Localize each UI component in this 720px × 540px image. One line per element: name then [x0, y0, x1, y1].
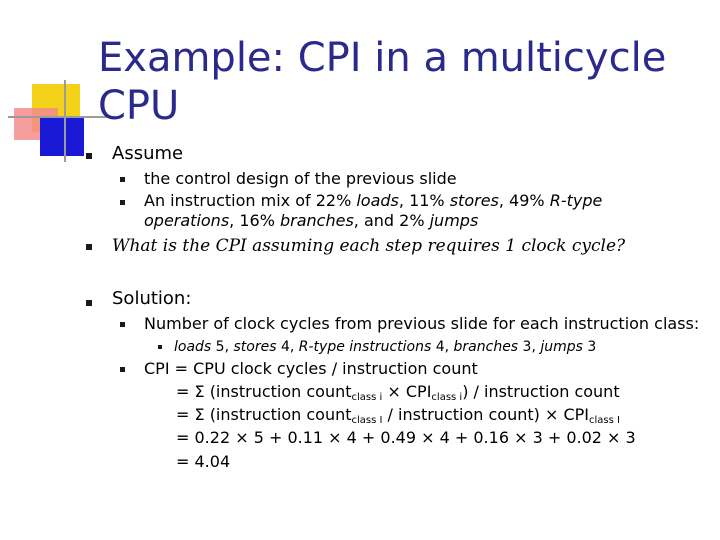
- detail-loads-val: 5,: [211, 339, 234, 355]
- detail-stores: stores: [233, 339, 277, 355]
- mix-text-2: , 11%: [398, 191, 450, 210]
- mix-text-3: , 49%: [498, 191, 550, 210]
- cpi-line-2-sub2: class i: [431, 392, 463, 403]
- cycle-counts: [174, 336, 596, 358]
- solution-label: Solution:: [112, 288, 192, 309]
- bullet-cpi: [120, 367, 125, 372]
- mix-operations: operations: [144, 211, 230, 230]
- detail-jumps: jumps: [540, 339, 583, 355]
- title-line-2: CPU: [98, 83, 180, 129]
- mix-branches: branches: [279, 211, 354, 230]
- detail-rtype-val: 4,: [431, 339, 454, 355]
- logo-horizontal-line: [8, 116, 108, 118]
- slide-title: [98, 34, 666, 130]
- cpi-line-2-b: × CPI: [382, 382, 432, 401]
- bullet-question: [86, 244, 92, 250]
- assume-label: Assume: [112, 143, 184, 164]
- question-text: What is the CPI assuming each step requires 1 clock cycle?: [112, 236, 626, 256]
- cpi-line-3-sub2: class I: [588, 415, 620, 426]
- cpi-line-4: = 0.22 × 5 + 0.11 × 4 + 0.49 × 4 + 0.16 × 3 + 0.02 × 3: [176, 428, 636, 447]
- mix-text-4: , 16%: [229, 211, 280, 230]
- solution-sub1-text: Number of clock cycles from previous slide for each instruction class:: [144, 314, 700, 333]
- mix-loads: loads: [356, 191, 399, 210]
- detail-jumps-val: 3: [582, 339, 597, 355]
- bullet-assume: [86, 153, 92, 159]
- cpi-line-2-sub1: class i: [351, 392, 383, 403]
- mix-stores: stores: [449, 191, 499, 210]
- cpi-line-3-b: / instruction count) × CPI: [382, 405, 589, 424]
- bullet-solution-detail: [158, 345, 162, 349]
- detail-branches: branches: [453, 339, 519, 355]
- cpi-line-3-a: = Σ (instruction count: [176, 405, 352, 424]
- bullet-solution: [86, 300, 92, 306]
- mix-text-5: , and 2%: [353, 211, 430, 230]
- mix-jumps: jumps: [429, 211, 479, 230]
- detail-rtype: R-type instructions: [298, 339, 432, 355]
- logo-vertical-line: [64, 80, 66, 162]
- bullet-assume-sub1: [120, 177, 125, 182]
- cpi-line-5: = 4.04: [176, 452, 231, 471]
- mix-rtype: R-type: [549, 191, 603, 210]
- cpi-line-3-sub1: class I: [351, 415, 383, 426]
- assume-sub2-line1: [144, 190, 602, 212]
- detail-branches-val: 3,: [518, 339, 541, 355]
- cpi-line-1: CPI = CPU clock cycles / instruction count: [144, 359, 478, 378]
- bullet-solution-sub1: [120, 322, 125, 327]
- detail-stores-val: 4,: [276, 339, 299, 355]
- bullet-assume-sub2: [120, 200, 125, 205]
- logo-blue-square: [40, 118, 84, 156]
- detail-loads: loads: [174, 339, 212, 355]
- cpi-line-2-c: ) / instruction count: [462, 382, 620, 401]
- title-line-1: Example: CPI in a multicycle: [98, 35, 667, 81]
- cpi-line-2-a: = Σ (instruction count: [176, 382, 352, 401]
- assume-sub2-line2: [144, 210, 478, 232]
- assume-sub1-text: the control design of the previous slide: [144, 169, 457, 188]
- mix-text-1: An instruction mix of 22%: [144, 191, 357, 210]
